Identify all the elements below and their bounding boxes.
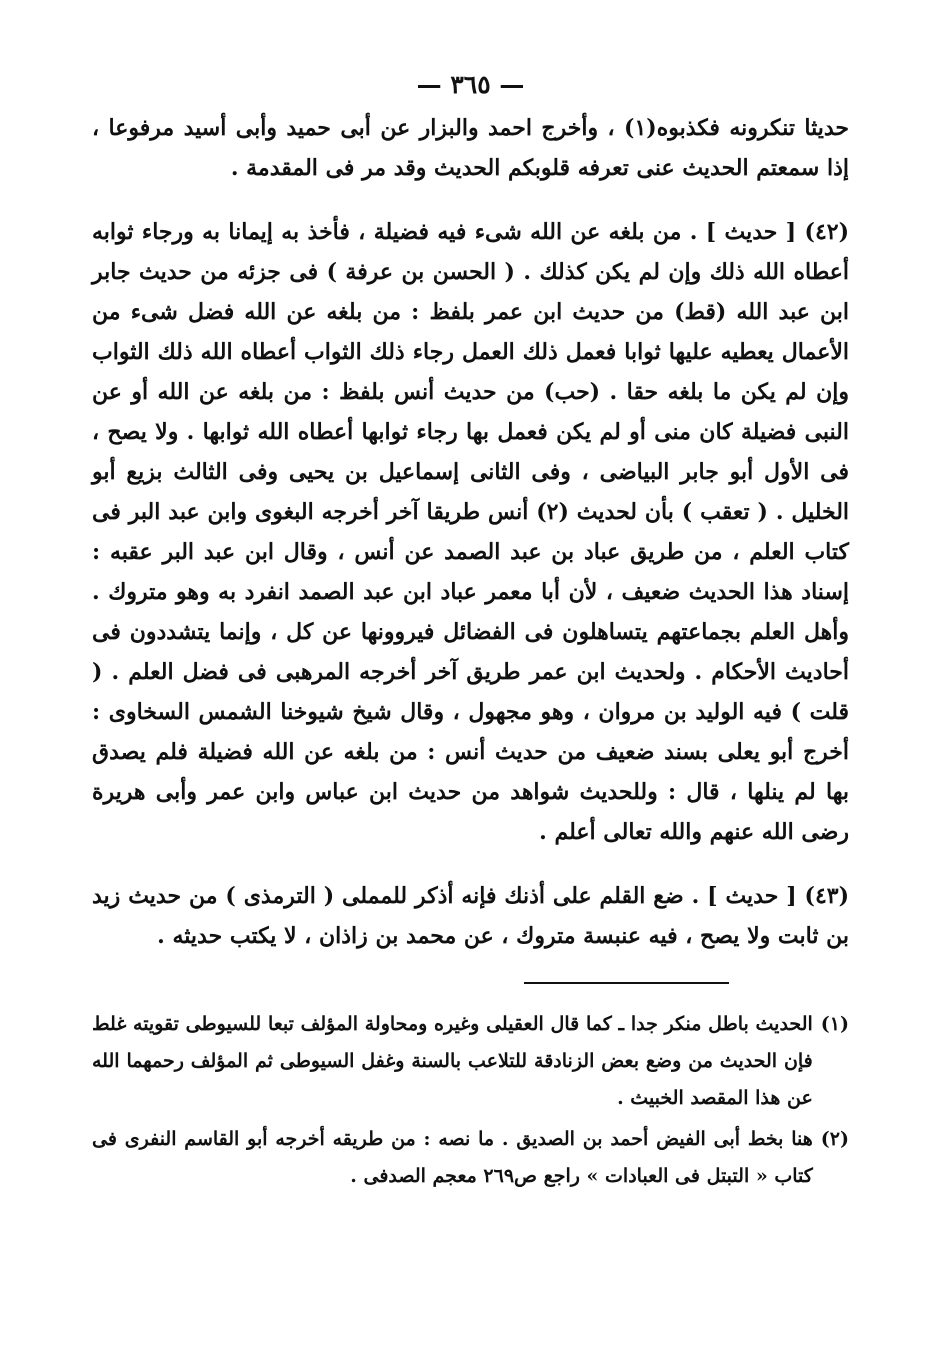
main-text	[92, 108, 849, 956]
footnote-text: الحديث باطل منكر جدا ـ كما قال العقيلى وغيره ومحاولة المؤلف تبعا للسيوطى تقويته غلط فإن الحديث من وضع بعض الزنادقة للتلاعب بالسنة وغفل السيوطى ثم المؤلف رحمهما الله عن هذا المقصد الخبيث .	[92, 1013, 813, 1109]
footnote-marker: (٢)	[820, 1128, 849, 1150]
paragraph-hadith-42: (٤٢) [ حديث ] . من بلغه عن الله شىء فيه فضيلة ، فأخذ به إيمانا به ورجاء ثوابه أعطاه الله ذلك وإن لم يكن كذلك . ( الحسن بن عرفة ) فى جزئه من حديث جابر ابن عبد الله (قط) من حديث ابن عمر بلفظ : من بلغه عن الله فضل شىء من الأعمال يعطيه عليها ثوابا فعمل ذلك العمل رجاء ذلك الثواب أعطاه الله ذلك الثواب وإن لم يكن ما بلغه حقا . (حب) من حديث أنس بلفظ : من بلغه عن الله أو عن النبى فضيلة كان منى أو لم يكن فعمل بها رجاء ثوابها أعطاه الله ثوابها . ولا يصح ، فى الأول أبو جابر البياضى ، وفى الثانى إسماعيل بن يحيى وفى الثالث بزيع أبو الخليل . ( تعقب ) بأن لحديث (٢) أنس طريقا آخر أخرجه البغوى وابن عبد البر فى كتاب العلم ، من طريق عباد بن عبد الصمد عن أنس ، وقال ابن عبد البر عقبه : إسناد هذا الحديث ضعيف ، لأن أبا معمر عباد ابن عبد الصمد انفرد به وهو متروك . وأهل العلم بجماعتهم يتساهلون فى الفضائل فيروونها عن كل ، وإنما يتشددون فى أحاديث الأحكام . ولحديث ابن عمر طريق آخر أخرجه المرهبى فى فضل العلم . ( قلت ) فيه الوليد بن مروان ، وهو مجهول ، وقال شيخ شيوخنا الشمس السخاوى : أخرج أبو يعلى بسند ضعيف من حديث أنس : من بلغه عن الله فضيلة فلم يصدق بها لم ينلها ، قال : وللحديث شواهد من حديث ابن عباس وابن عمر وأبى هريرة رضى الله عنهم والله تعالى أعلم .	[92, 219, 850, 845]
footnote-marker: (١)	[820, 1013, 849, 1035]
page-number: — ٣٦٥ —	[416, 70, 525, 99]
footnote-1	[92, 1006, 849, 1117]
footnotes	[92, 1006, 849, 1195]
paragraph-continuation: حديثا تنكرونه فكذبوه(١) ، وأخرج احمد والبزار عن أبى حميد وأبى أسيد مرفوعا ، إذا سمعتم الحديث عنى تعرفه قلوبكم الحديث وقد مر فى المقدمة .	[92, 115, 849, 181]
footnote-divider	[524, 982, 729, 984]
paragraph-hadith-43: (٤٣) [ حديث ] . ضع القلم على أذنك فإنه أذكر للمملى ( الترمذى ) من حديث زيد بن ثابت ولا يصح ، فيه عنبسة متروك ، عن محمد بن زاذان ، لا يكتب حديثه .	[92, 883, 849, 949]
footnote-text: هنا بخط أبى الفيض أحمد بن الصديق . ما نصه : من طريقه أخرجه أبو القاسم النفرى فى كتاب « التبتل فى العبادات » راجع ص٢٦٩ معجم الصدفى .	[92, 1128, 813, 1187]
footnote-2	[92, 1121, 849, 1195]
